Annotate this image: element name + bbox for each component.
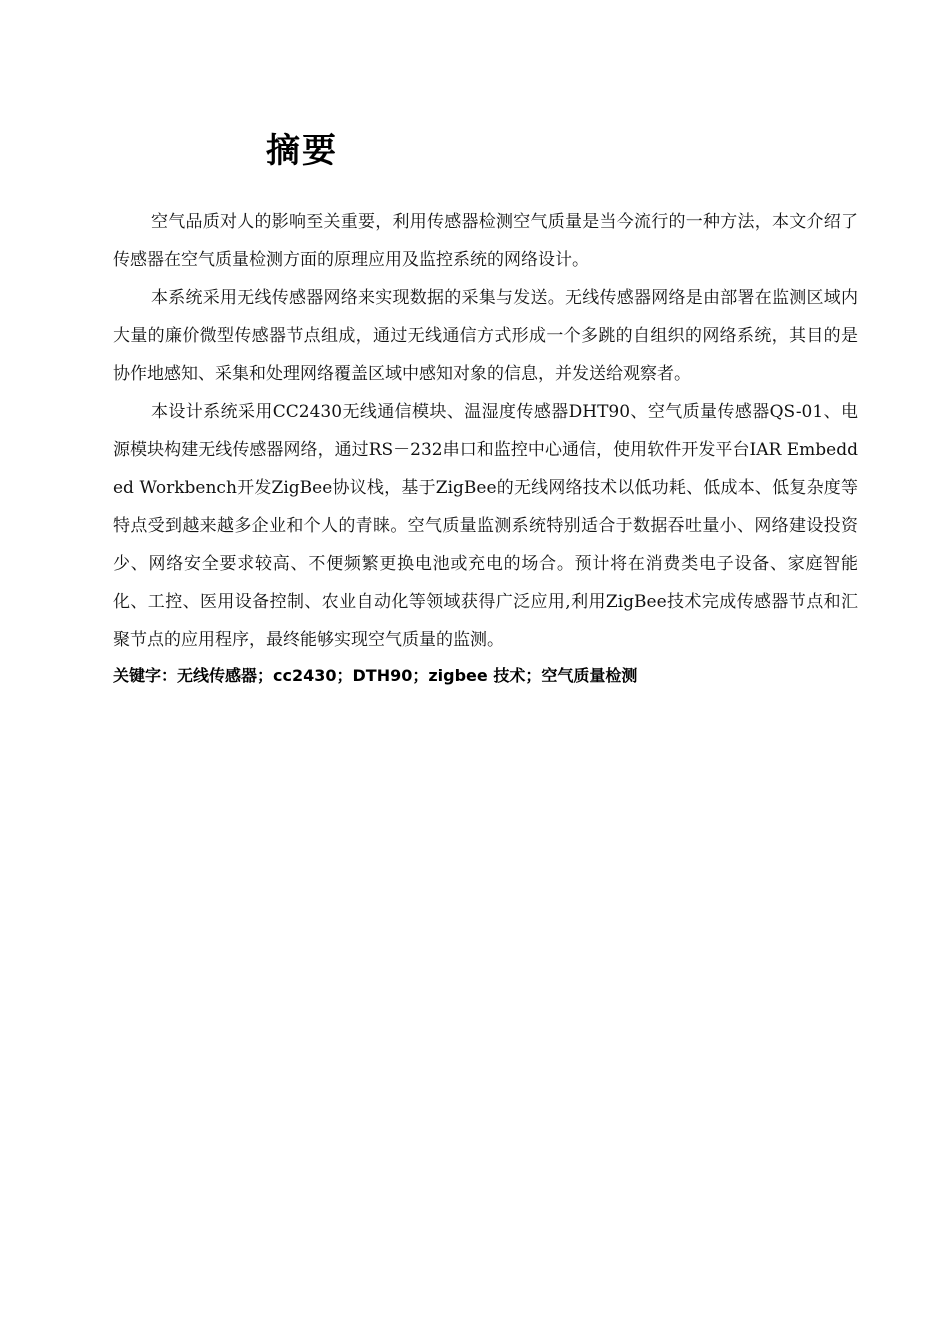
- paragraph-3: 本设计系统采用CC2430无线通信模块、温湿度传感器DHT90、空气质量传感器QS-01、电源模块构建无线传感器网络，通过RS－232串口和监控中心通信，使用软件开发平台IAR Embedded Workbench开发ZigBee协议栈，基于ZigBee的无线网络技术以低功耗、低成本、低复杂度等特点受到越来越多企业和个人的青睐。空气质量监测系统特别适合于数据吞吐量小、网络建设投资少、网络安全要求较高、不便频繁更换电池或充电的场合。预计将在消费类电子设备、家庭智能化、工控、医用设备控制、农业自动化等领域获得广泛应用,利用ZigBee技术完成传感器节点和汇聚节点的应用程序，最终能够实现空气质量的监测。: [113, 402, 858, 650]
- paragraph-2: 本系统采用无线传感器网络来实现数据的采集与发送。无线传感器网络是由部署在监测区域内大量的廉价微型传感器节点组成，通过无线通信方式形成一个多跳的自组织的网络系统，其目的是协作地感知、采集和处理网络覆盖区域中感知对象的信息，并发送给观察者。: [113, 288, 858, 384]
- page-title: 摘要: [266, 131, 338, 171]
- paragraph-1: 空气品质对人的影响至关重要，利用传感器检测空气质量是当今流行的一种方法，本文介绍了传感器在空气质量检测方面的原理应用及监控系统的网络设计。: [113, 212, 858, 270]
- keywords-line: 关键字：无线传感器；cc2430；DTH90；zigbee 技术；空气质量检测: [113, 666, 638, 685]
- abstract-body: [113, 203, 858, 691]
